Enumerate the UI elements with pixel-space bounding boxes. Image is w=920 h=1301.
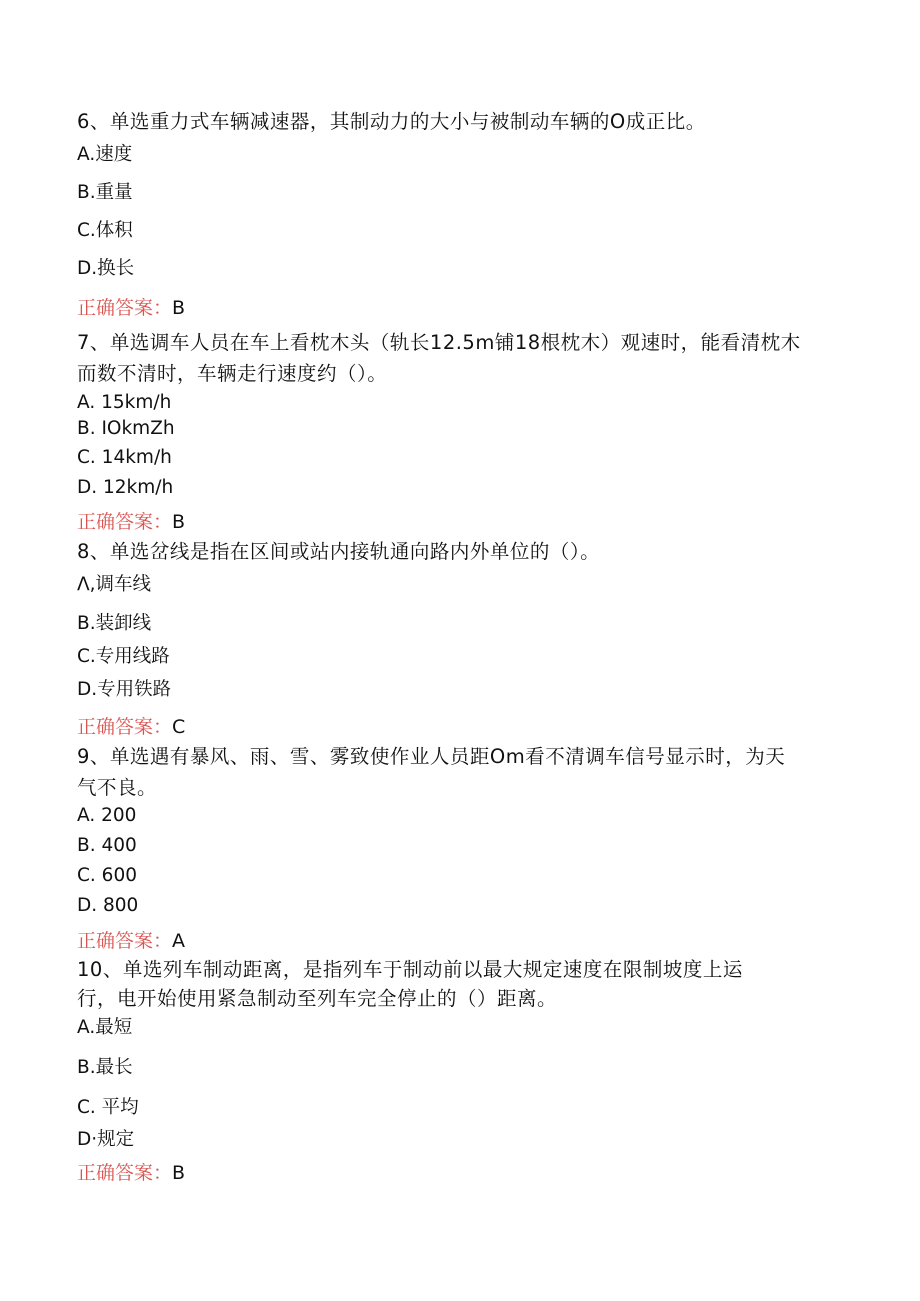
question-6-option-b: B.重量 — [77, 182, 133, 203]
question-10-option-d: D·规定 — [77, 1129, 135, 1150]
question-6-text: 6、单选重力式车辆减速器，其制动力的大小与被制动车辆的O成正比。 — [77, 110, 706, 133]
question-7-answer — [77, 509, 185, 535]
question-6-answer — [77, 295, 185, 321]
answer-value: C — [172, 716, 186, 738]
question-8-answer — [77, 714, 185, 740]
question-8-option-a: Λ,调车线 — [77, 574, 152, 595]
question-8-option-d: D.专用铁路 — [77, 679, 172, 700]
question-6-option-c: C.体积 — [77, 220, 133, 241]
answer-label: 正确答案： — [77, 1162, 173, 1184]
question-10-answer — [77, 1160, 185, 1186]
question-7-text-line-1: 7、单选调车人员在车上看枕木头（轨长12.5m铺18根枕木）观速时，能看清枕木 — [77, 331, 801, 354]
question-9-option-b: B. 400 — [77, 835, 137, 856]
question-9-option-d: D. 800 — [77, 895, 139, 916]
question-10-option-c: C. 平均 — [77, 1097, 139, 1118]
question-10-text-line-1: 10、单选列车制动距离，是指列车于制动前以最大规定速度在限制坡度上运 — [77, 958, 743, 981]
question-7-option-d: D. 12km∕h — [77, 477, 174, 498]
question-7-option-b: B. IOkmZh — [77, 418, 175, 439]
question-6-option-a: A.速度 — [77, 144, 133, 165]
answer-value: B — [172, 511, 186, 533]
question-9-option-a: A. 200 — [77, 805, 137, 826]
answer-label: 正确答案： — [77, 511, 173, 533]
question-9-answer — [77, 928, 185, 954]
question-10-option-b: B.最长 — [77, 1057, 133, 1078]
question-8-option-c: C.专用线路 — [77, 646, 170, 667]
answer-value: B — [172, 297, 186, 319]
question-7-text-line-2: 而数不清时，车辆走行速度约（）。 — [77, 362, 388, 385]
question-7-option-c: C. 14km∕h — [77, 447, 172, 468]
answer-label: 正确答案： — [77, 297, 173, 319]
question-10-text-line-2: 行，电开始使用紧急制动至列车完全停止的（）距离。 — [77, 987, 558, 1010]
question-8-option-b: B.装卸线 — [77, 613, 152, 634]
answer-label: 正确答案： — [77, 716, 173, 738]
question-8-text: 8、单选岔线是指在区间或站内接轨通向路内外单位的（）。 — [77, 540, 601, 563]
answer-value: B — [172, 1162, 186, 1184]
question-9-option-c: C. 600 — [77, 865, 137, 886]
question-7-option-a: A. 15km∕h — [77, 392, 172, 413]
question-9-text-line-2: 气不良。 — [77, 776, 158, 799]
answer-label: 正确答案： — [77, 930, 173, 952]
answer-value: A — [172, 930, 186, 952]
question-6-option-d: D.换长 — [77, 258, 135, 279]
question-10-option-a: A.最短 — [77, 1017, 133, 1038]
question-9-text-line-1: 9、单选遇有暴风、雨、雪、雾致使作业人员距Om看不清调车信号显示时，为天 — [77, 745, 786, 768]
